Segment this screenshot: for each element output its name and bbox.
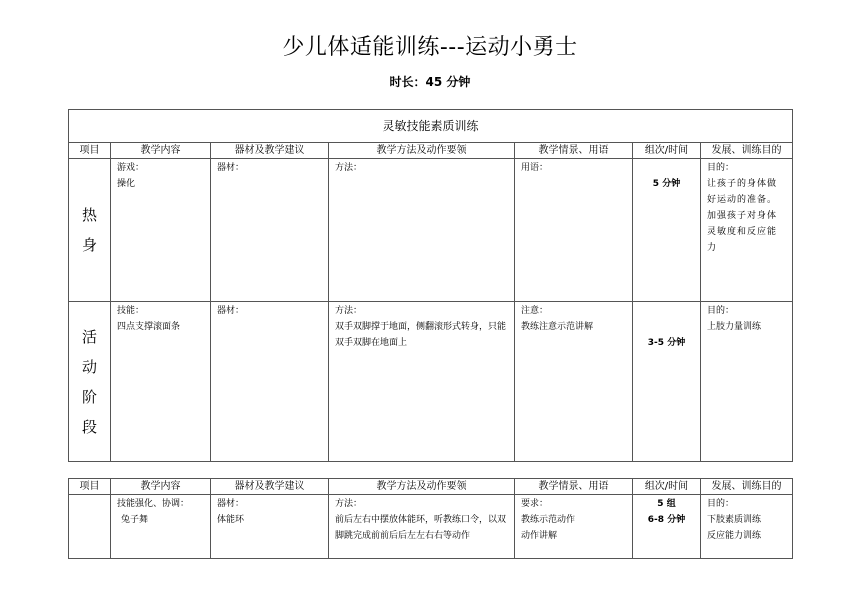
table-row-skill [69,495,793,559]
scene-cell [515,302,633,462]
header-goal: 发展、训练目的 [701,143,793,159]
goal-cell [701,302,793,462]
content-value: 兔子舞 [121,515,149,525]
method-value: 双手双脚撑于地面，侧翻滚形式转身，只能双手双脚在地面上 [335,322,507,348]
content-cell [111,159,211,302]
header-content: 教学内容 [111,479,211,495]
goal-value: 上肢力量训练 [707,322,762,332]
content-cell [111,302,211,462]
item-cell-activity [69,302,111,462]
item-char: 活 [81,327,97,346]
content-label: 技能强化、协调： [117,499,190,509]
equipment-cell [211,302,329,462]
method-cell [329,495,515,559]
goal-cell [701,159,793,302]
table-row-activity [69,302,793,462]
item-cell-empty [69,495,111,559]
method-label: 方法： [335,163,363,173]
item-char: 段 [81,417,97,436]
scene-label: 要求： [521,499,549,509]
table-header-row [69,143,793,159]
content-value: 操化 [117,179,136,189]
header-time: 组次/时间 [633,479,701,495]
scene-value: 教练注意示范讲解 [521,322,594,332]
goal-value: 让孩子的身体做好运动的准备。加强孩子对身体灵敏度和反应能力 [707,179,778,253]
method-cell [329,302,515,462]
equipment-cell [211,159,329,302]
content-label: 技能： [117,306,145,316]
header-time: 组次/时间 [633,143,701,159]
goal-value: 反应能力训练 [707,531,762,541]
equipment-label: 器材： [217,306,245,316]
goal-label: 目的： [707,499,735,509]
method-value: 前后左右中摆放体能环，听教练口令，以双脚跳完成前前后后左左右右等动作 [335,515,507,541]
time-cell: 3-5 分钟 [633,302,701,462]
content-value: 四点支撑滚面条 [117,322,181,332]
goal-value: 下肢素质训练 [707,515,762,525]
header-equipment: 器材及教学建议 [211,143,329,159]
time-duration: 6-8 分钟 [647,515,686,525]
equipment-label: 器材： [217,163,245,173]
table-row-warmup [69,159,793,302]
scene-cell [515,159,633,302]
content-cell [111,495,211,559]
header-equipment: 器材及教学建议 [211,479,329,495]
scene-label: 用语： [521,163,549,173]
equipment-label: 器材： [217,499,245,509]
method-label: 方法： [335,306,363,316]
section-title: 灵敏技能素质训练 [69,110,793,143]
table-header-row [69,479,793,495]
scene-label: 注意： [521,306,549,316]
duration-label: 时长：45 分钟 [389,75,471,89]
goal-cell [701,495,793,559]
goal-label: 目的： [707,306,735,316]
content-label: 游戏： [117,163,145,173]
training-table-1 [68,109,793,462]
training-table-2 [68,478,793,559]
scene-value: 教练示范动作 [521,515,576,525]
item-char: 阶 [81,387,97,406]
header-goal: 发展、训练目的 [701,479,793,495]
item-cell-warmup [69,159,111,302]
document-title: 少儿体适能训练---运动小勇士 [282,35,578,60]
time-cell: 5 分钟 [633,159,701,302]
item-char: 动 [81,357,97,376]
equipment-cell [211,495,329,559]
header-method: 教学方法及动作要领 [329,143,515,159]
header-method: 教学方法及动作要领 [329,479,515,495]
item-char: 热 [81,206,97,224]
header-scene: 教学情景、用语 [515,479,633,495]
method-cell [329,159,515,302]
equipment-value: 体能环 [217,515,245,525]
header-scene: 教学情景、用语 [515,143,633,159]
header-content: 教学内容 [111,143,211,159]
header-item: 项目 [69,479,111,495]
method-label: 方法： [335,499,363,509]
goal-label: 目的： [707,163,735,173]
time-cell [633,495,701,559]
scene-value: 动作讲解 [521,531,558,541]
header-item: 项目 [69,143,111,159]
scene-cell [515,495,633,559]
item-char: 身 [81,236,97,254]
time-sets: 5 组 [657,499,676,509]
